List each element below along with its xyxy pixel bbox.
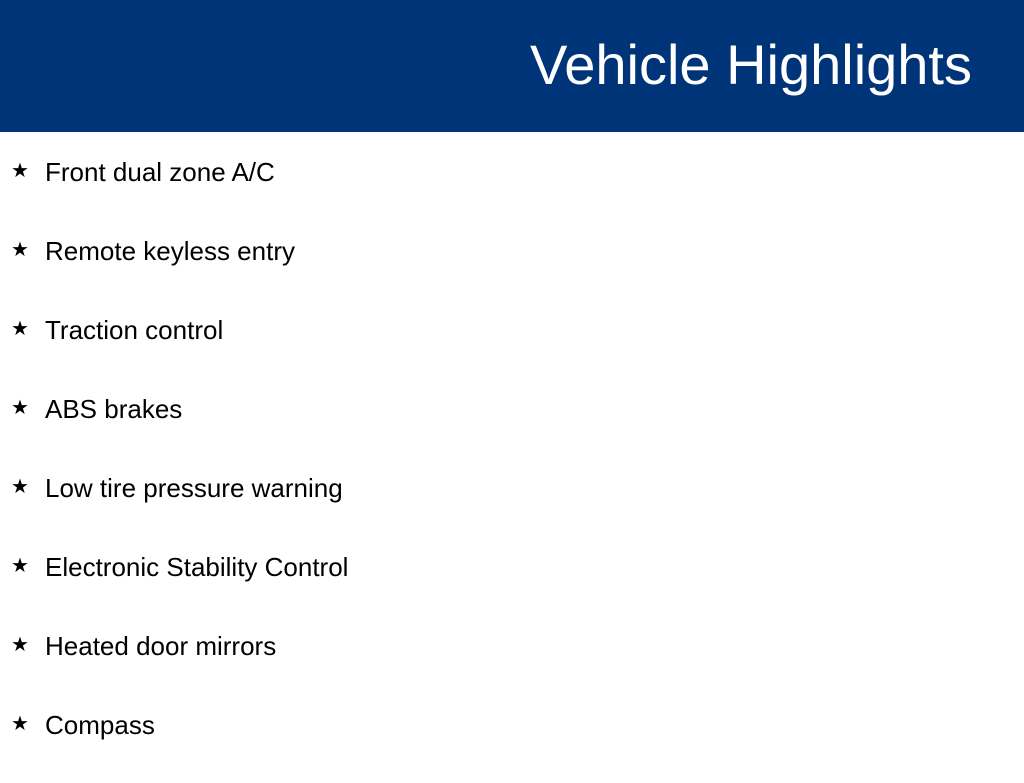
feature-label: Heated door mirrors	[45, 631, 277, 661]
star-icon: ★	[11, 553, 29, 577]
feature-label: Compass	[45, 710, 155, 740]
list-item	[0, 388, 600, 467]
page-title: Vehicle Highlights	[529, 33, 972, 96]
feature-label: Electronic Stability Control	[45, 552, 349, 582]
feature-label: Low tire pressure warning	[45, 473, 343, 503]
feature-label: Traction control	[45, 315, 224, 345]
star-icon: ★	[11, 395, 29, 419]
star-icon: ★	[11, 158, 29, 182]
star-icon: ★	[11, 316, 29, 340]
list-item	[0, 151, 600, 230]
list-item	[0, 704, 600, 783]
star-icon: ★	[11, 711, 29, 735]
list-item	[0, 467, 600, 546]
list-item	[0, 546, 600, 625]
feature-label: ABS brakes	[45, 394, 183, 424]
list-item	[0, 625, 600, 704]
list-item	[0, 230, 600, 309]
star-icon: ★	[11, 632, 29, 656]
feature-list	[0, 151, 600, 783]
star-icon: ★	[11, 474, 29, 498]
star-icon: ★	[11, 237, 29, 261]
list-item	[0, 309, 600, 388]
header-banner	[0, 0, 1024, 132]
feature-label: Remote keyless entry	[45, 236, 295, 266]
feature-label: Front dual zone A/C	[45, 157, 275, 187]
